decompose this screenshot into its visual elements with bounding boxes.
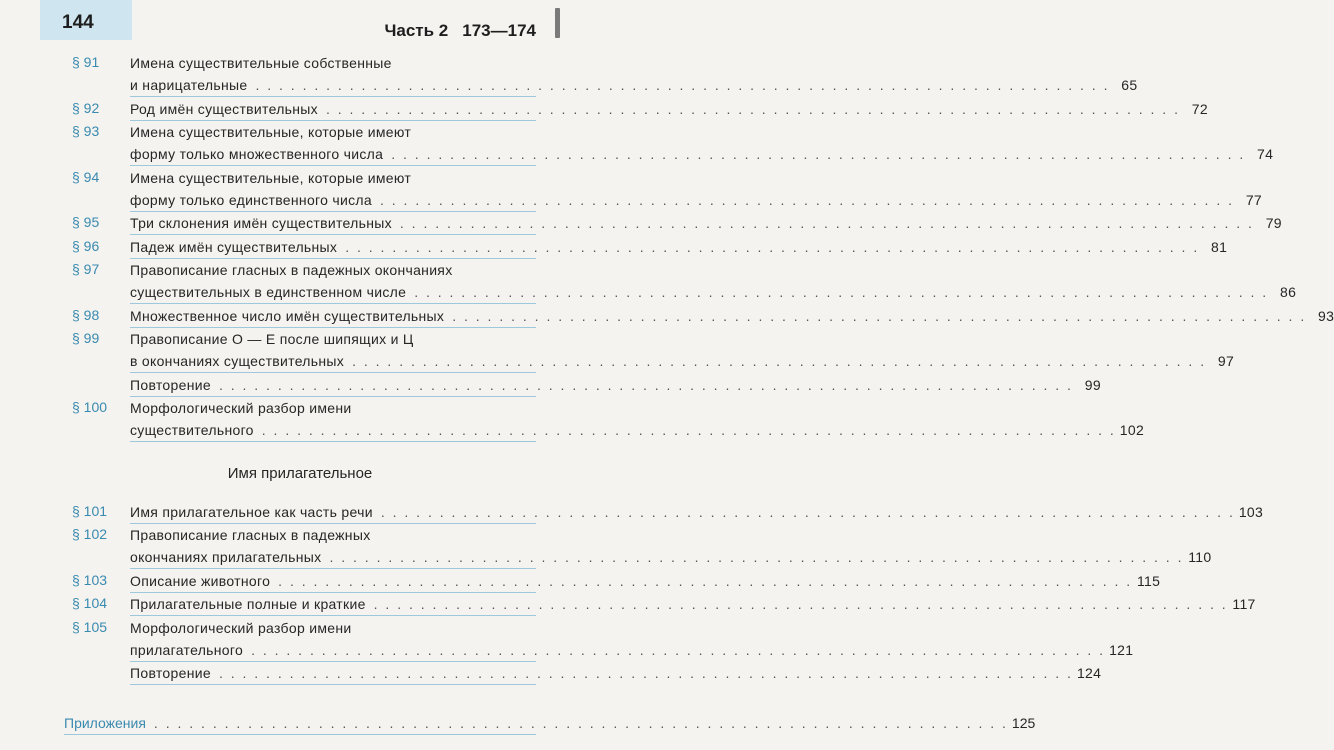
appendix-entry[interactable]: [64, 712, 1036, 734]
entry-line: [130, 212, 1282, 234]
entry-text: и нарицательные: [130, 77, 248, 93]
entry-text: Прилагательные полные и краткие: [130, 596, 366, 612]
leader-dots: . . . . . . . . . . . . . . . . . . . . . . . . . . . . . . . . . . . . . . . . . . . . . . . . . . . . . . . . . . . . . . . . . . . . . . . . .: [414, 284, 1269, 300]
entry-text: существительного: [130, 422, 254, 438]
leader-dots: . . . . . . . . . . . . . . . . . . . . . . . . . . . . . . . . . . . . . . . . . . . . . . . . . . . . . . . . . . . . . . . . . . . . . . . . .: [391, 146, 1246, 162]
page-ref: 77: [1245, 191, 1262, 208]
page-ref: 121: [1109, 641, 1134, 658]
leader-dots: . . . . . . . . . . . . . . . . . . . . . . . . . . . . . . . . . . . . . . . . . . . . . . . . . . . . . . . . . . . . . . . . . . . . . . . . .: [153, 714, 1008, 731]
toc-entry[interactable]: [0, 328, 1235, 372]
section-number: § 101: [72, 502, 108, 519]
page-ref: 124: [1076, 665, 1102, 681]
toc-entry[interactable]: [0, 121, 1274, 165]
entry-title: [130, 397, 1145, 441]
leader-dots: . . . . . . . . . . . . . . . . . . . . . . . . . . . . . . . . . . . . . . . . . . . . . . . . . . . . . . . . . . . . . . . . . . . . . . . . .: [261, 422, 1116, 438]
section-number: § 99: [72, 330, 100, 346]
appendix-label: Приложения: [64, 714, 146, 731]
toc-entry[interactable]: [0, 305, 1334, 327]
entry-line: [130, 350, 1235, 372]
entry-line: [130, 74, 1138, 96]
entry-text: в окончаниях существительных: [130, 353, 345, 369]
entry-line: [130, 501, 1264, 523]
entry-line: [130, 143, 1274, 165]
entry-line: [130, 189, 1262, 211]
page-edge-bar: [555, 8, 560, 38]
entry-text: прилагательного: [130, 641, 244, 658]
entry-line: [130, 524, 536, 546]
entry-text: Род имён существительных: [130, 100, 318, 117]
section-number: § 104: [72, 595, 108, 611]
entry-line: [130, 374, 1101, 396]
entry-text: Имена существительные, которые имеют: [130, 124, 412, 140]
section-number: § 95: [72, 214, 100, 230]
entry-title: [130, 212, 1282, 234]
entry-text: существительных в единственном числе: [130, 284, 407, 300]
entry-title: [130, 121, 1274, 165]
page-number: 144: [62, 12, 94, 33]
section-number: § 102: [72, 526, 108, 542]
leader-dots: . . . . . . . . . . . . . . . . . . . . . . . . . . . . . . . . . . . . . . . . . . . . . . . . . . . . . . . . . . . . . . . . . . . . . . . . .: [218, 376, 1073, 393]
entry-text: Правописание гласных в падежных окончаниях: [130, 262, 453, 278]
leader-dots: . . . . . . . . . . . . . . . . . . . . . . . . . . . . . . . . . . . . . . . . . . . . . . . . . . . . . . . . . . . . . . . . . . . . . . . . .: [218, 665, 1073, 681]
section-number: § 98: [72, 306, 100, 323]
entry-line: [130, 419, 1145, 441]
entry-line: [130, 121, 536, 143]
toc-entry[interactable]: [0, 397, 1145, 441]
leader-dots: . . . . . . . . . . . . . . . . . . . . . . . . . . . . . . . . . . . . . . . . . . . . . . . . . . . . . . . . . . . . . . . . . . . . . . . . .: [373, 596, 1228, 612]
entry-text: Имена существительные, которые имеют: [130, 169, 412, 186]
page-ref: 65: [1121, 77, 1138, 93]
section-number: § 96: [72, 237, 100, 254]
entry-title: [130, 259, 1297, 303]
page-ref: 79: [1265, 215, 1282, 231]
entry-underline: [130, 441, 536, 442]
toc-entry[interactable]: [0, 259, 1297, 303]
entry-text: Морфологический разбор имени: [130, 400, 352, 416]
entry-text: форму только единственного числа: [130, 191, 372, 208]
entry-title: [130, 98, 1208, 120]
section-number: § 103: [72, 571, 108, 588]
entry-title: [130, 617, 1134, 661]
entry-line: [130, 397, 536, 419]
toc-entry[interactable]: [0, 593, 1256, 615]
leader-dots: . . . . . . . . . . . . . . . . . . . . . . . . . . . . . . . . . . . . . . . . . . . . . . . . . . . . . . . . . . . . . . . . . . . . . . . . .: [325, 100, 1180, 117]
section-number: § 93: [72, 123, 100, 139]
entry-line: [130, 639, 1134, 661]
leader-dots: . . . . . . . . . . . . . . . . . . . . . . . . . . . . . . . . . . . . . . . . . . . . . . . . . . . . . . . . . . . . . . . . . . . . . . . . .: [352, 353, 1207, 369]
part-label: Часть 2: [384, 21, 449, 40]
entry-title: [130, 328, 1235, 372]
entry-title: [130, 52, 1138, 96]
page-ref: 72: [1191, 100, 1208, 117]
entry-title: [130, 374, 1101, 396]
entry-text: Имя прилагательное как часть речи: [130, 503, 373, 520]
entry-title: [130, 524, 1212, 568]
toc-entry[interactable]: [0, 662, 1102, 684]
entry-title: [130, 501, 1264, 523]
entry-line: [130, 281, 1297, 303]
entry-title: [130, 593, 1256, 615]
section-number: § 105: [72, 618, 108, 635]
toc-entry[interactable]: [0, 212, 1282, 234]
entry-underline: [130, 684, 536, 685]
entry-text: Три склонения имён существительных: [130, 215, 392, 231]
leader-dots: . . . . . . . . . . . . . . . . . . . . . . . . . . . . . . . . . . . . . . . . . . . . . . . . . . . . . . . . . . . . . . . . . . . . . . . . .: [329, 549, 1184, 565]
leader-dots: . . . . . . . . . . . . . . . . . . . . . . . . . . . . . . . . . . . . . . . . . . . . . . . . . . . . . . . . . . . . . . . . . . . . . . . . .: [345, 238, 1200, 255]
leader-dots: . . . . . . . . . . . . . . . . . . . . . . . . . . . . . . . . . . . . . . . . . . . . . . . . . . . . . . . . . . . . . . . . . . . . . . . . .: [380, 503, 1235, 520]
entry-text: Описание животного: [130, 572, 271, 589]
entry-text: Повторение: [130, 376, 211, 393]
section-number: § 97: [72, 261, 100, 277]
entry-line: [130, 662, 1102, 684]
toc-entry[interactable]: [0, 617, 1134, 661]
entry-line: [130, 617, 536, 639]
section-number: § 100: [72, 399, 108, 415]
leader-dots: . . . . . . . . . . . . . . . . . . . . . . . . . . . . . . . . . . . . . . . . . . . . . . . . . . . . . . . . . . . . . . . . . . . . . . . . .: [380, 191, 1234, 208]
page-ref: 86: [1280, 284, 1297, 300]
page-ref: 125: [1011, 714, 1036, 731]
page-ref: 103: [1238, 503, 1264, 520]
entry-text: окончаниях прилагательных: [130, 549, 322, 565]
leader-dots: . . . . . . . . . . . . . . . . . . . . . . . . . . . . . . . . . . . . . . . . . . . . . . . . . . . . . . . . . . . . . . . . . . . . . . . . .: [251, 641, 1106, 658]
entry-text: Повторение: [130, 665, 211, 681]
entry-title: [130, 236, 1228, 258]
entry-text: Имена существительные собственные: [130, 55, 392, 71]
entry-line: [130, 593, 1256, 615]
entry-text: Множественное число имён существительных: [130, 307, 445, 324]
leader-dots: . . . . . . . . . . . . . . . . . . . . . . . . . . . . . . . . . . . . . . . . . . . . . . . . . . . . . . . . . . . . . . . . . . . . . . . . .: [278, 572, 1133, 589]
section-number: § 94: [72, 168, 100, 185]
entry-line: [130, 167, 536, 189]
entry-line: [130, 98, 1208, 120]
page-ref: 81: [1211, 238, 1228, 255]
entry-title: [130, 305, 1334, 327]
toc-entry[interactable]: [0, 98, 1208, 120]
entry-text: Правописание О — Е после шипящих и Ц: [130, 331, 414, 347]
appendix-underline: [64, 734, 536, 735]
entry-line: [130, 570, 1161, 592]
toc-entry[interactable]: [0, 501, 1264, 523]
toc-entry[interactable]: [0, 52, 1138, 96]
toc-entry[interactable]: [0, 524, 1212, 568]
entry-line: [130, 328, 536, 350]
entry-line: [130, 305, 1334, 327]
toc-entry[interactable]: [0, 236, 1228, 258]
entry-title: [130, 167, 1262, 211]
page-ref: 117: [1232, 596, 1256, 612]
entry-text: Морфологический разбор имени: [130, 619, 352, 636]
entry-text: Правописание гласных в падежных: [130, 527, 371, 543]
page-ref: 74: [1257, 146, 1274, 162]
page-ref: 99: [1084, 376, 1101, 393]
page-ref: 115: [1136, 572, 1161, 589]
toc-entry[interactable]: [0, 374, 1101, 396]
entry-text: форму только множественного числа: [130, 146, 384, 162]
entry-text: Падеж имён существительных: [130, 238, 338, 255]
page-ref: 102: [1119, 422, 1145, 438]
entry-title: [130, 570, 1161, 592]
section-number: § 92: [72, 99, 100, 116]
entry-line: [130, 259, 536, 281]
page-ref: 97: [1217, 353, 1235, 369]
leader-dots: . . . . . . . . . . . . . . . . . . . . . . . . . . . . . . . . . . . . . . . . . . . . . . . . . . . . . . . . . . . . . . . . . . . . . . . . .: [399, 215, 1254, 231]
page-ref: 93: [1318, 307, 1334, 324]
toc-entry[interactable]: [0, 570, 1161, 592]
leader-dots: . . . . . . . . . . . . . . . . . . . . . . . . . . . . . . . . . . . . . . . . . . . . . . . . . . . . . . . . . . . . . . . . . . . . . . . . .: [255, 77, 1110, 93]
page-ref: 110: [1188, 549, 1212, 565]
entry-line: [130, 52, 536, 74]
leader-dots: . . . . . . . . . . . . . . . . . . . . . . . . . . . . . . . . . . . . . . . . . . . . . . . . . . . . . . . . . . . . . . . . . . . . . . . . .: [452, 307, 1307, 324]
entry-line: [130, 236, 1228, 258]
entry-line: [130, 546, 1212, 568]
toc-entry[interactable]: [0, 167, 1262, 211]
page-range: 173—174: [462, 21, 536, 40]
section-number: § 91: [72, 54, 100, 70]
section-heading: Имя прилагательное: [227, 464, 373, 482]
running-head: [384, 21, 536, 41]
entry-title: [130, 662, 1102, 684]
